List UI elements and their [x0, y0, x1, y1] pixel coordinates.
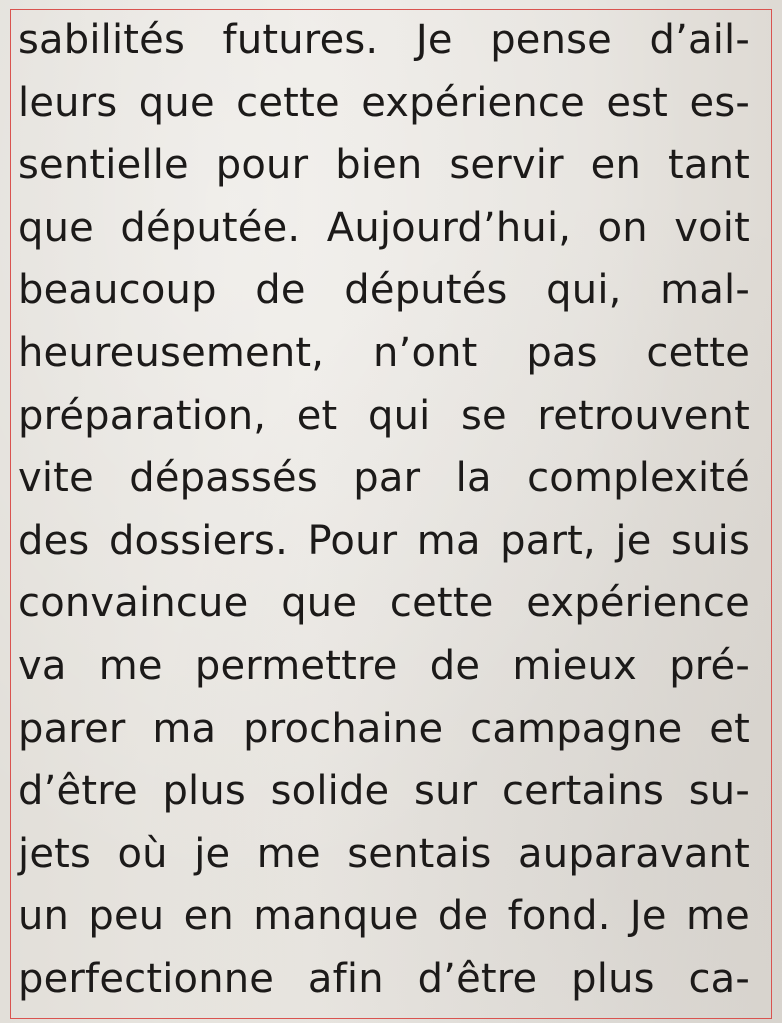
article-line: des dossiers. Pour ma part, je suis [18, 518, 750, 564]
article-line: préparation, et qui se retrouvent [18, 393, 750, 439]
article-line: heureusement, n’ont pas cette [18, 330, 750, 376]
article-line: jets où je me sentais auparavant [18, 831, 750, 877]
selection-frame [10, 9, 772, 1019]
article-line: beaucoup de députés qui, mal- [18, 267, 750, 313]
article-line: perfectionne afin d’être plus ca- [18, 956, 750, 1002]
article-line: que députée. Aujourd’hui, on voit [18, 205, 750, 251]
article-line: va me permettre de mieux pré- [18, 643, 750, 689]
article-line: d’être plus solide sur certains su- [18, 768, 750, 814]
article-line: parer ma prochaine campagne et [18, 706, 750, 752]
article-line: un peu en manque de fond. Je me [18, 893, 750, 939]
article-line: convaincue que cette expérience [18, 580, 750, 626]
article-line: sentielle pour bien servir en tant [18, 142, 750, 188]
article-line: vite dépassés par la complexité [18, 455, 750, 501]
article-line: sabilités futures. Je pense d’ail- [18, 17, 750, 63]
article-line: leurs que cette expérience est es- [18, 80, 750, 126]
